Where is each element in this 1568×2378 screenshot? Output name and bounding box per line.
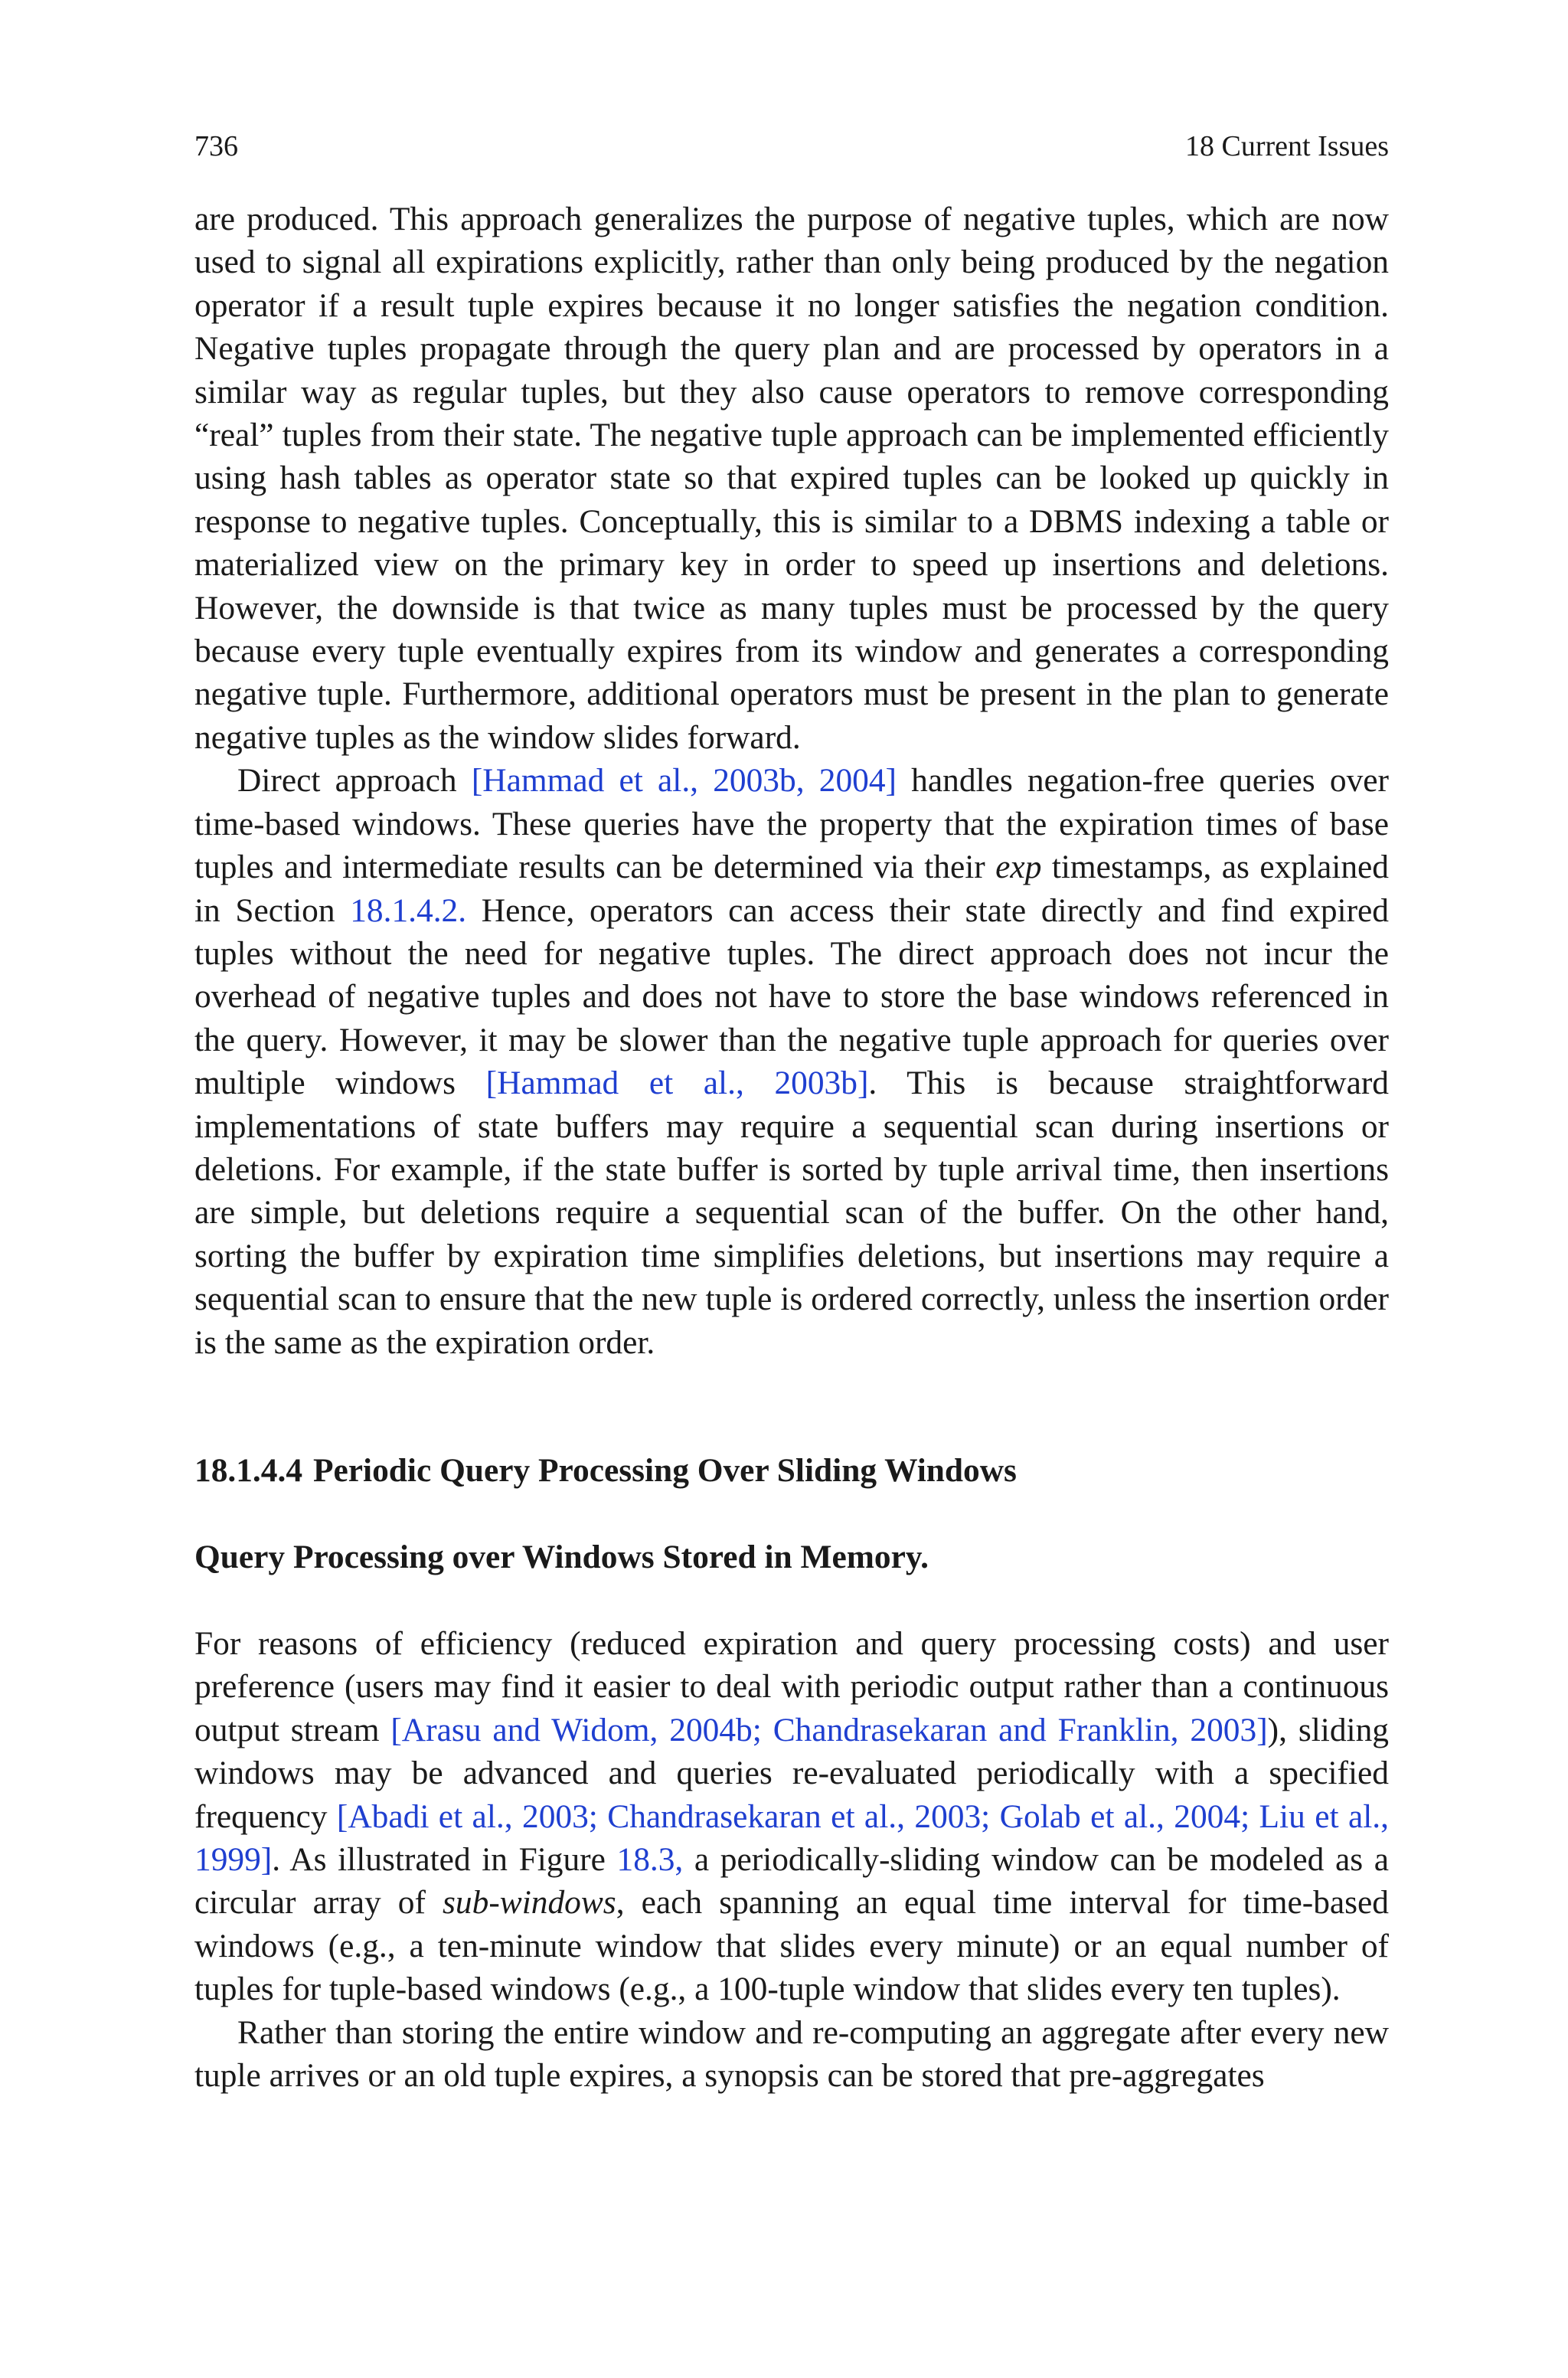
section-title: Periodic Query Processing Over Sliding Windows (313, 1452, 1017, 1489)
citation-link[interactable]: [Hammad et al., 2003b] (485, 1065, 869, 1102)
running-header (194, 127, 1389, 165)
chapter-title: 18 Current Issues (1185, 130, 1389, 162)
citation-link[interactable]: [Abadi et al., 2003; Chandrasekaran et al., 2003; Golab et al., 2004; Liu et al., 1999] (194, 1797, 1389, 1879)
paragraph-periodic-windows: For reasons of efficiency (reduced expiration and query processing costs) and user preference (users may find it easier to deal with periodic output rather than a continuous output stream [Arasu and Widom, 2004b; Chandrasekaran and Franklin, 2003]), sliding windows may be advanced and queries re-evaluated periodically with a specified frequency [Abadi et al., 2003; Chandrasekaran et al., 2003; Golab et al., 2004; Liu et al., 1999]. As illustrated in Figure 18.3, a periodically-sliding window can be modeled as a circular array of sub-windows, each spanning an equal time interval for time-based windows (e.g., a ten-minute window that slides every minute) or an equal number of tuples for tuple-based windows (e.g., a 100-tuple window that slides every ten tuples). (194, 1625, 1390, 2008)
paragraph-direct-approach: Direct approach [Hammad et al., 2003b, 2004] handles negation-free queries over time-based windows. These queries have the property that the expiration times of base tuples and intermediate results can be determined via their exp timestamps, as explained in Section 18.1.4.2. Hence, operators can access their state directly and find expired tuples without the need for negative tuples. The direct approach does not incur the overhead of negative tuples and does not have to store the base windows referenced in the query. However, it may be slower than the negative tuple approach for queries over multiple windows [Hammad et al., 2003b]. This is because straightforward implementations of state buffers may require a sequential scan during insertions or deletions. For example, if the state buffer is sorted by tuple arrival time, then insertions are simple, but deletions require a sequential scan of the buffer. On the other hand, sorting the buffer by expiration time simplifies deletions, but insertions may require a sequential scan to ensure that the new tuple is ordered correctly, unless the insertion order is the same as the expiration order. (194, 762, 1390, 1361)
citation-link[interactable]: [Arasu and Widom, 2004b; Chandrasekaran and Franklin, 2003] (390, 1711, 1268, 1748)
paragraph-heading: Query Processing over Windows Stored in Memory. (194, 1539, 929, 1575)
figure-link[interactable]: 18.3, (616, 1841, 684, 1879)
page-number: 736 (194, 130, 238, 162)
section-link[interactable]: 18.1.4.2. (350, 891, 467, 929)
text-block-lower (194, 1622, 1389, 2097)
section-number: 18.1.4.4 (194, 1452, 303, 1489)
emphasis-term: sub-windows (443, 1884, 616, 1922)
text-block-upper (194, 198, 1389, 1364)
paragraph-synopsis: Rather than storing the entire window and re-computing an aggregate after every new tuple arrives or an old tuple expires, a synopsis can be stored that pre-aggregates (194, 2013, 1389, 2095)
emphasis-term: exp (995, 849, 1042, 886)
section-heading (194, 1449, 1017, 1492)
citation-link[interactable]: [Hammad et al., 2003b, 2004] (471, 762, 897, 800)
paragraph-negative-tuples: are produced. This approach generalizes the purpose of negative tuples, which are now used to signal all expirations explicitly, rather than only being produced by the negation operator if a result tuple expires because it no longer satisfies the negation condition. Negative tuples propagate through the query plan and are processed by operators in a similar way as regular tuples, but they also cause operators to remove corresponding “real” tuples from their state. The negative tuple approach can be implemented efficiently using hash tables as operator state so that expired tuples can be looked up quickly in response to negative tuples. Conceptually, this is similar to a DBMS indexing a table or materialized view on the primary key in order to speed up insertions and deletions. However, the downside is that twice as many tuples must be processed by the query because every tuple eventually expires from its window and generates a corresponding negative tuple. Furthermore, additional operators must be present in the plan to generate negative tuples as the window slides forward. (194, 201, 1389, 756)
